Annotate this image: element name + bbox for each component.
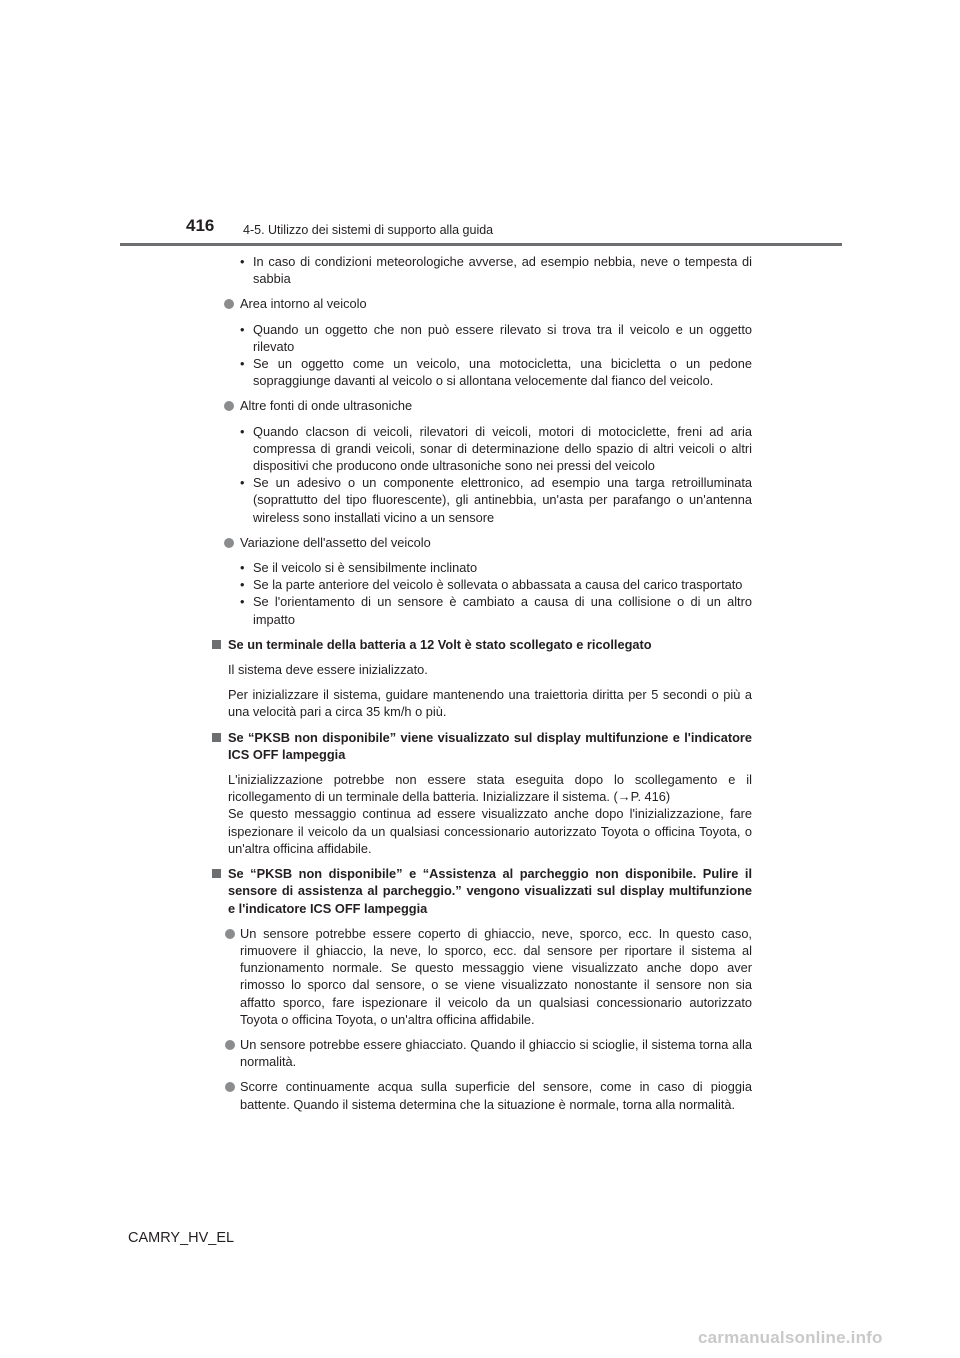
circle-bullet-item: Un sensore potrebbe essere ghiacciato. Quando il ghiaccio si scioglie, il sistema torna alla normalità. [212,1036,752,1070]
bullet-dot-icon: • [240,475,245,491]
list-item: • Quando un oggetto che non può essere rilevato si trova tra il veicolo e un oggetto rilevato [240,321,752,354]
paragraph: L'inizializzazione potrebbe non essere stata eseguita dopo lo scollegamento e il ricollegamento di un terminale della batteria. Inizializzare il sistema. (→P. 416) [228,772,752,805]
circle-bullet-item: Un sensore potrebbe essere coperto di ghiaccio, neve, sporco, ecc. In questo caso, rimuovere il ghiaccio, la neve, lo sporco, ecc. dal sensore per riportare il sistema al funzionamento normale. Se questo messaggio viene visualizzato anche dopo aver rimosso lo sporco dal sensore, o se viene visualizzato nonostante il sensore non sia affatto sporco, fare ispezionare il veicolo da un qualsiasi concessionario autorizzato Toyota o officina Toyota, o un'altra officina affidabile. [212,925,752,1028]
document-code: CAMRY_HV_EL [128,1230,235,1246]
page-number: 416 [186,216,215,235]
header-divider [120,243,842,246]
site-watermark: carmanualsonline.info [698,1328,883,1347]
circle-bullet-icon [225,1082,235,1092]
circle-bullet-item: Altre fonti di onde ultrasoniche [212,397,752,414]
list-item: • Se un adesivo o un componente elettronico, ad esempio una targa retroilluminata (soprattutto del tipo fluorescente), gli antinebbia, un'asta per parafango o un'antenna wireless sono installati vicino a un sensore [240,475,752,525]
dash-list [212,423,752,526]
list-item: • Se la parte anteriore del veicolo è sollevata o abbassata a causa del carico trasportato [240,577,743,593]
circle-bullet-icon [224,299,234,309]
circle-bullet-item: Variazione dell'assetto del veicolo [212,534,752,551]
paragraph: Se questo messaggio continua ad essere visualizzato anche dopo l'inizializzazione, fare ispezionare il veicolo da un qualsiasi concessionario autorizzato Toyota o officina Toyota, o un'altra officina affidabile. [228,806,752,856]
list-item: • In caso di condizioni meteorologiche avverse, ad esempio nebbia, neve o tempesta di sabbia [240,254,752,287]
square-bullet-icon [212,733,221,742]
bullet-dot-icon: • [240,560,245,576]
circle-bullet-icon [225,929,235,939]
circle-bullet-item: Scorre continuamente acqua sulla superficie del sensore, come in caso di pioggia battente. Quando il sistema determina che la situazione è normale, torna alla normalità. [212,1078,752,1112]
section-title: 4-5. Utilizzo dei sistemi di supporto alla guida [243,223,494,237]
dash-list [212,321,752,390]
circle-bullet-icon [224,401,234,411]
paragraph: Per inizializzare il sistema, guidare mantenendo una traiettoria diritta per 5 secondi o più a una velocità pari a circa 35 km/h o più. [228,687,752,720]
page-content [212,253,752,1121]
list-item: • Se un oggetto come un veicolo, una motocicletta, una bicicletta o un pedone sopraggiunge davanti al veicolo o si allontana velocemente dal fianco del veicolo. [240,356,752,389]
circle-bullet-icon [224,538,234,548]
bullet-dot-icon: • [240,577,245,593]
circle-bullet-item: Area intorno al veicolo [212,295,752,312]
bullet-dot-icon: • [240,423,245,439]
bullet-dot-icon: • [240,594,245,610]
list-item: • Quando clacson di veicoli, rilevatori di veicoli, motori di motociclette, freni ad aria compressa di grandi veicoli, sonar di determinazione dello spazio di altri veicoli o altri dispositivi che producono onde ultrasoniche sono nei pressi del veicolo [240,423,752,474]
section-heading: Se “PKSB non disponibile” viene visualizzato sul display multifunzione e l'indicatore ICS OFF lampeggia [212,729,752,763]
dash-list [212,559,752,628]
bullet-dot-icon: • [240,356,245,372]
circle-bullet-icon [225,1040,235,1050]
section-heading: Se “PKSB non disponibile” e “Assistenza al parcheggio non disponibile. Pulire il sensore di assistenza al parcheggio.” vengono visualizzati sul display multifunzione e l'indicatore ICS OFF lampeggia [212,865,752,917]
square-bullet-icon [212,869,221,878]
dash-list [212,253,752,287]
page-header [0,0,960,250]
paragraph: Il sistema deve essere inizializzato. [228,662,428,678]
section-heading: Se un terminale della batteria a 12 Volt è stato scollegato e ricollegato [212,636,752,653]
bullet-dot-icon: • [240,321,245,337]
list-item: • Se l'orientamento di un sensore è cambiato a causa di una collisione o di un altro impatto [240,594,752,627]
list-item: • Se il veicolo si è sensibilmente inclinato [240,560,478,576]
bullet-dot-icon: • [240,254,245,269]
square-bullet-icon [212,640,221,649]
